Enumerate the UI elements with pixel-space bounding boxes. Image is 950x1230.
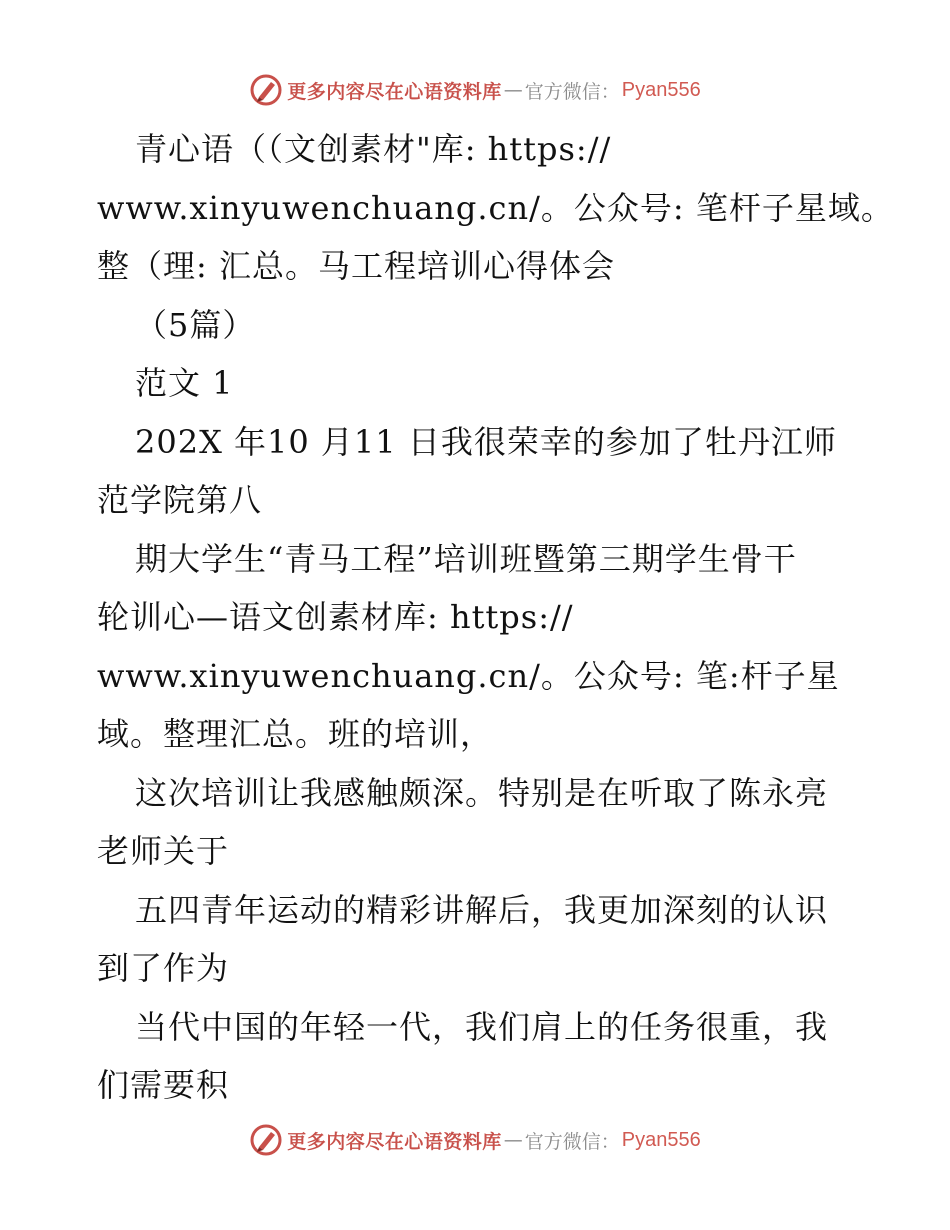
body-line: 整（理: 汇总。马工程培训心得体会	[97, 247, 615, 285]
body-line: 当代中国的年轻一代，我们肩上的任务很重，我	[135, 1007, 829, 1046]
banner-wechat-id: Pyan556	[621, 78, 701, 101]
body-line: 老师关于	[97, 832, 230, 870]
body-line: 域。整理汇总。班的培训，	[97, 715, 494, 753]
body-line: 202X 年10 月11 日我很荣幸的参加了牡丹江师	[135, 422, 837, 461]
body-line: 青心语（（文创素材"库: https://	[135, 130, 612, 168]
fountain-pen-logo-icon	[249, 73, 283, 107]
banner-text: 更多内容尽在心语资料库	[287, 1130, 502, 1153]
body-line: 五四青年运动的精彩讲解后，我更加深刻的认识	[135, 890, 829, 929]
banner-text: 更多内容尽在心语资料库	[287, 80, 502, 103]
header-banner	[0, 70, 950, 110]
body-line: 范文 1	[135, 364, 234, 402]
document-body	[97, 120, 894, 1115]
banner-wechat-label: 官方微信：	[524, 80, 620, 103]
footer-banner	[0, 1120, 950, 1160]
banner-separator: —	[503, 1129, 523, 1151]
banner-wechat-label: 官方微信：	[524, 1130, 620, 1153]
body-line: 这次培训让我感触颇深。特别是在听取了陈永亮	[135, 773, 829, 812]
body-line: www.xinyuwenchuang.cn/。公众号: 笔杆子星域。	[97, 188, 894, 227]
body-line: 到了作为	[97, 949, 230, 987]
body-line: www.xinyuwenchuang.cn/。公众号: 笔:杆子星	[97, 656, 840, 695]
banner-separator: —	[503, 79, 523, 101]
body-line: 期大学生“青马工程”培训班暨第三期学生骨干	[135, 539, 797, 578]
fountain-pen-logo-icon	[249, 1123, 283, 1157]
body-line: 轮训心—语文创素材库: https://	[97, 598, 574, 636]
body-line: （5篇）	[135, 305, 256, 344]
body-line: 们需要积	[97, 1066, 230, 1104]
banner-wechat-id: Pyan556	[621, 1128, 701, 1151]
body-line: 范学院第八	[97, 481, 263, 519]
